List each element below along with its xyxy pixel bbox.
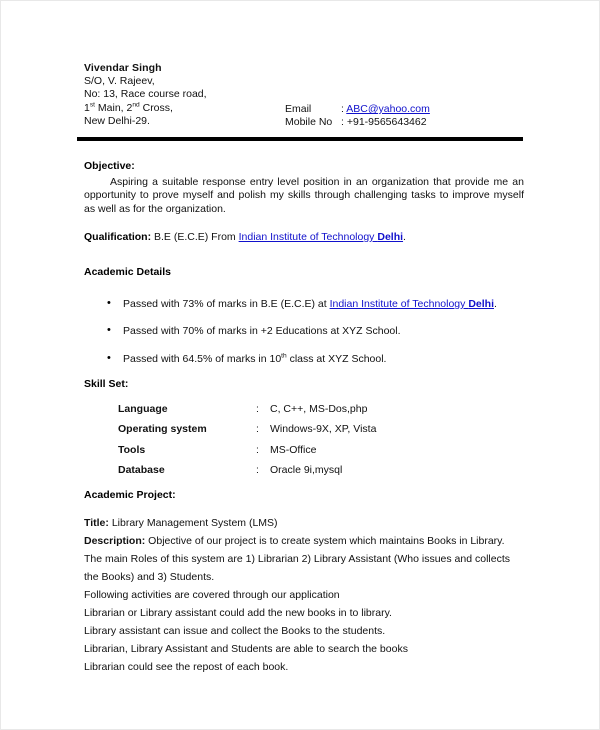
skill-label-tools: Tools — [118, 443, 146, 456]
skill-set-section — [84, 378, 524, 485]
project-activity-2: Library assistant can issue and collect the Books to the students. — [84, 625, 386, 637]
project-title-value: Library Management System (LMS) — [108, 517, 278, 529]
skill-colon-tools: : — [256, 443, 259, 456]
project-activities-intro: Following activities are covered through our application — [84, 589, 340, 601]
project-description-value: Objective of our project is to create system which maintains Books in Library. The main Roles of this system are 1) Librarian 2) Library Assistant (Who issues and collects the Books) and 3) Students. — [84, 535, 511, 583]
address-suffix: Cross, — [139, 101, 173, 114]
mobile-separator: : — [341, 116, 347, 129]
ordinal-1-number: 1 — [84, 101, 90, 114]
contact-header — [84, 62, 524, 128]
institute-city: Delhi — [377, 231, 404, 243]
skill-value-language: C, C++, MS-Dos,php — [270, 403, 368, 415]
objective-heading: Objective: — [84, 160, 135, 172]
address-line-1: S/O, V. Rajeev, — [84, 75, 155, 88]
contact-block — [285, 103, 430, 129]
skill-label-database: Database — [118, 464, 165, 477]
email-label: Email — [285, 103, 312, 115]
academic-project-heading: Academic Project: — [84, 489, 176, 501]
academic-item-3-ordinal: th — [281, 352, 287, 360]
academic-project-section — [84, 489, 524, 676]
skill-colon-database: : — [256, 464, 259, 477]
project-activity-1: Librarian or Library assistant could add the new books in to library. — [84, 607, 392, 619]
project-activity-3: Librarian, Library Assistant and Students are able to search the books — [84, 643, 408, 655]
list-item — [84, 325, 524, 338]
email-separator: : — [341, 103, 347, 115]
email-row — [285, 103, 430, 116]
academic-item-3-post: class at XYZ School. — [286, 352, 387, 365]
skill-value-operating-system: Windows-9X, XP, Vista — [270, 423, 377, 436]
table-row — [84, 423, 376, 443]
list-item — [84, 353, 524, 366]
academic-item-1-institute: Indian Institute of Technology — [329, 298, 469, 310]
qualification-institute-link[interactable] — [239, 231, 403, 243]
address-mid: Main, 2 — [94, 101, 133, 114]
project-description-line — [84, 532, 524, 586]
academic-item-1-text: Passed with 73% of marks in B.E (E.C.E) at — [123, 298, 330, 310]
ordinal-2-suffix: nd — [132, 101, 140, 109]
email-link[interactable]: ABC@yahoo.com — [346, 103, 430, 115]
header-divider-rule — [77, 137, 523, 141]
list-item — [84, 298, 524, 311]
address-city-line: New Delhi-29. — [84, 114, 150, 127]
project-title-label: Title: — [84, 517, 109, 529]
project-activity-4: Librarian could see the repost of each book. — [84, 661, 289, 673]
table-row — [84, 464, 376, 484]
skill-label-operating-system: Operating system — [118, 423, 207, 436]
objective-section — [84, 160, 524, 216]
skill-label-language: Language — [118, 403, 168, 415]
qualification-label: Qualification: — [84, 231, 152, 243]
address-line-2: No: 13, Race course road, — [84, 88, 207, 101]
skill-colon-language: : — [256, 403, 259, 415]
academic-details-section — [84, 266, 524, 380]
mobile-label: Mobile No — [285, 116, 333, 129]
academic-item-1-link[interactable] — [330, 298, 494, 310]
skill-colon-operating-system: : — [256, 423, 259, 436]
qualification-section — [84, 231, 524, 244]
academic-item-3-pre: Passed with 64.5% of marks in 10 — [123, 352, 282, 365]
candidate-name: Vivendar Singh — [84, 62, 162, 74]
institute-name: Indian Institute of Technology — [238, 231, 378, 243]
skill-set-heading: Skill Set: — [84, 378, 129, 390]
academic-item-1-tail: . — [494, 298, 497, 310]
project-description-label: Description: — [84, 535, 146, 547]
mobile-value: +91-9565643462 — [346, 116, 427, 129]
academic-item-2-text: Passed with 70% of marks in +2 Educations at XYZ School. — [123, 325, 401, 338]
mobile-row — [285, 116, 430, 129]
table-row — [84, 403, 376, 423]
qualification-prefix: B.E (E.C.E) From — [151, 231, 239, 243]
objective-body: Aspiring a suitable response entry level position in an organization that provide me an opportunity to prove myself and polish my skills through challenging tasks to improve myself as well as for the organization. — [84, 176, 524, 215]
table-row — [84, 444, 376, 464]
qualification-suffix: . — [403, 231, 406, 243]
academic-details-heading: Academic Details — [84, 266, 171, 278]
ordinal-1-suffix: st — [89, 101, 95, 109]
qualification-line — [84, 231, 524, 244]
skill-set-table — [84, 403, 376, 485]
skill-value-tools: MS-Office — [270, 443, 317, 456]
academic-details-list — [84, 298, 524, 366]
skill-value-database: Oracle 9i,mysql — [270, 464, 343, 477]
academic-item-1-city: Delhi — [468, 298, 494, 310]
project-title-line — [84, 514, 524, 532]
